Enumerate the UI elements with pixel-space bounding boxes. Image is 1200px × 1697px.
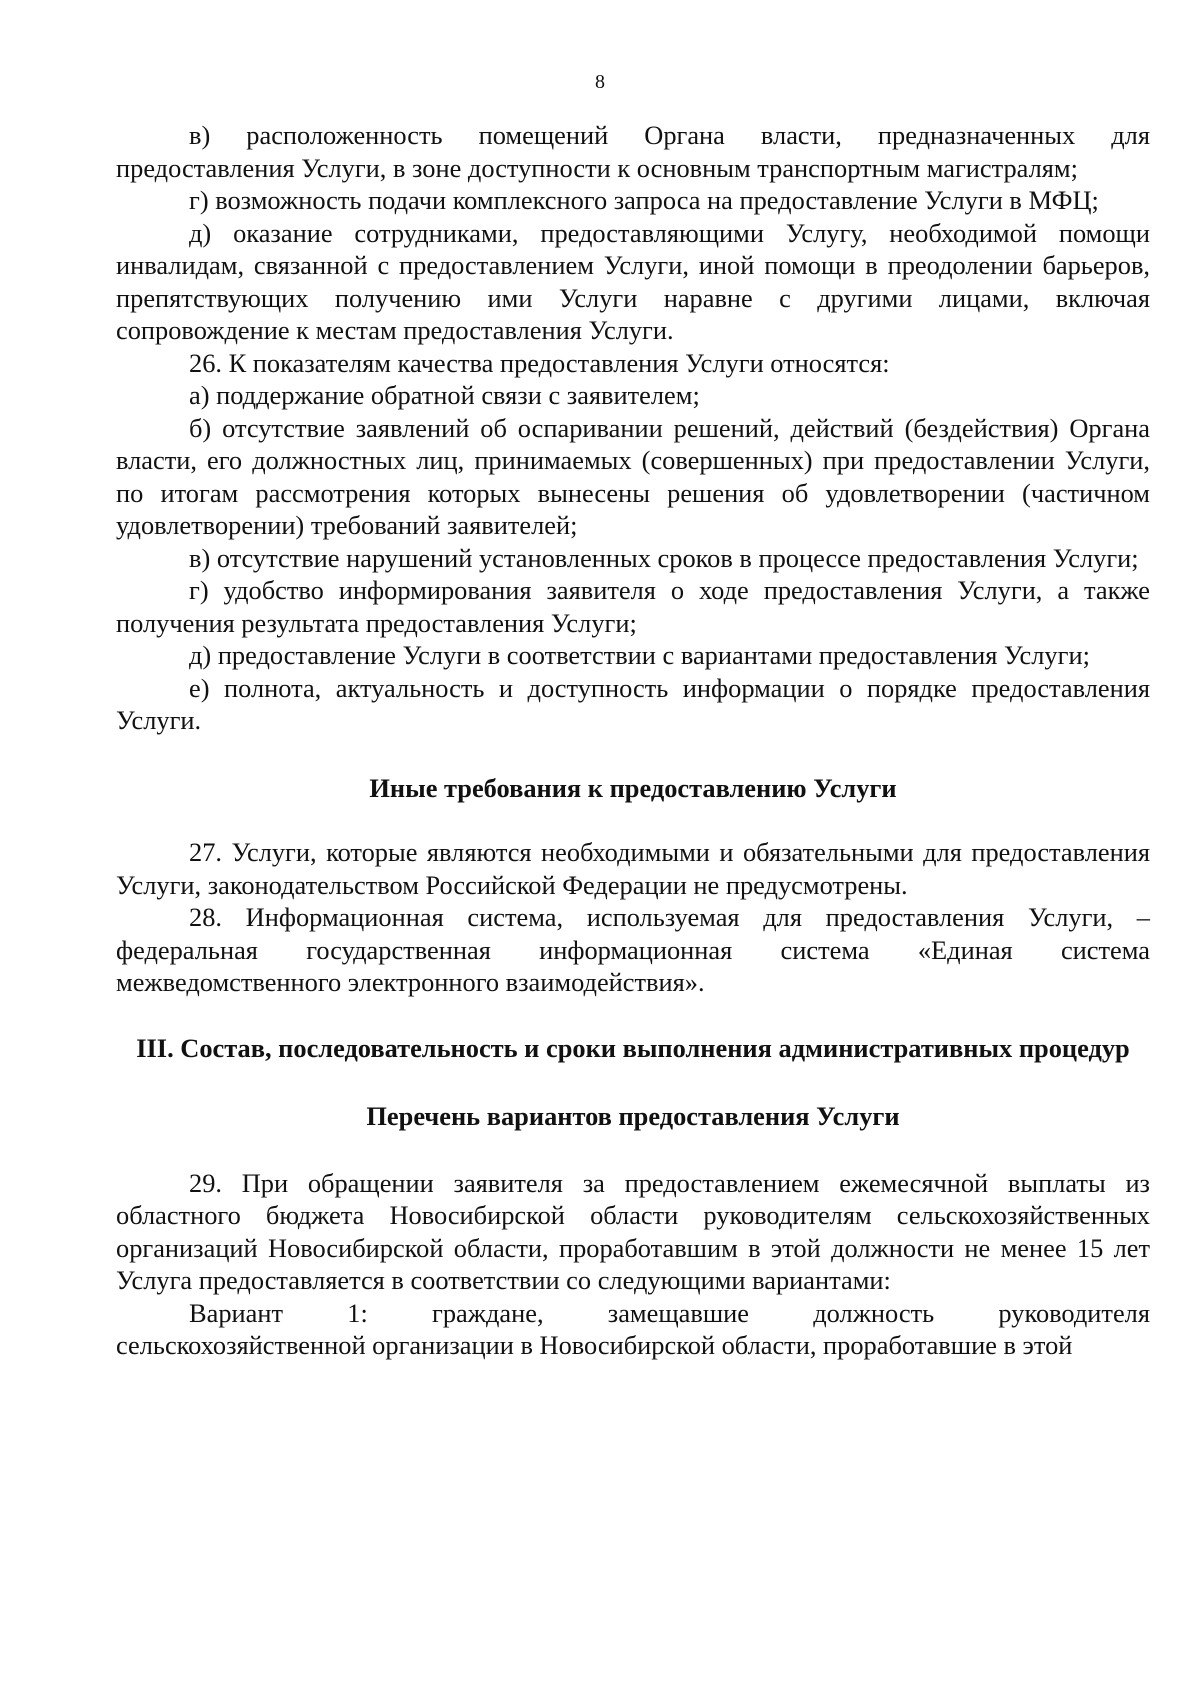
paragraph-26-b: б) отсутствие заявлений об оспаривании решений, действий (бездействия) Органа власти, его должностных лиц, принимаемых (совершенных) при предоставлении Услуги, по итогам рассмотрения которых вынесены решения об удовлетворении (частичном удовлетворении) требований заявителей; bbox=[116, 412, 1150, 540]
paragraph-27: 27. Услуги, которые являются необходимыми и обязательными для предоставления Услуги, законодательством Российской Федерации не предусмотрены. bbox=[116, 837, 1150, 900]
paragraph-25-v: в) расположенность помещений Органа власти, предназначенных для предоставления Услуги, в зоне доступности к основным транспортным магистралям; bbox=[116, 120, 1150, 183]
variant-word: Вариант bbox=[189, 1297, 284, 1328]
paragraph-28: 28. Информационная система, используемая для предоставления Услуги, – федеральная государственная информационная система «Единая система межведомственного электронного взаимодействия». bbox=[116, 902, 1150, 997]
paragraph-26-d: д) предоставление Услуги в соответствии с вариантами предоставления Услуги; bbox=[189, 640, 1090, 670]
document-body bbox=[116, 119, 1150, 1362]
paragraph-26-g: г) удобство информирования заявителя о ходе предоставления Услуги, а также получения результата предоставления Услуги; bbox=[116, 575, 1150, 638]
paragraph-26-e: е) полнота, актуальность и доступность информации о порядке предоставления Услуги. bbox=[116, 672, 1150, 735]
variant-word: замещавшие bbox=[607, 1297, 750, 1328]
variant-1-continuation: сельскохозяйственной организации в Новосибирской области, проработавшие в этой bbox=[116, 1330, 1073, 1360]
variant-1-line bbox=[116, 1297, 1150, 1330]
heading-other-requirements: Иные требования к предоставлению Услуги bbox=[369, 772, 897, 803]
paragraph-25-g: г) возможность подачи комплексного запроса на предоставление Услуги в МФЦ; bbox=[189, 185, 1099, 215]
paragraph-29: 29. При обращении заявителя за предоставлением ежемесячной выплаты из областного бюджета Новосибирской области руководителям сельскохозяйственных организаций Новосибирской области, проработавшим в этой должности не менее 15 лет Услуга предоставляется в соответствии со следующими вариантами: bbox=[116, 1167, 1150, 1295]
paragraph-26-v: в) отсутствие нарушений установленных сроков в процессе предоставления Услуги; bbox=[189, 542, 1139, 573]
paragraph-25-d: д) оказание сотрудниками, предоставляющими Услугу, необходимой помощи инвалидам, связанной с предоставлением Услуги, иной помощи в преодолении барьеров, препятствующих получению ими Услуги наравне с другими лицами, включая сопровождение к местам предоставления Услуги. bbox=[116, 217, 1150, 345]
heading-variants-list: Перечень вариантов предоставления Услуги bbox=[366, 1101, 900, 1131]
paragraph-26-a: а) поддержание обратной связи с заявителем; bbox=[189, 380, 700, 410]
variant-word: 1: bbox=[347, 1297, 368, 1328]
paragraph-26: 26. К показателям качества предоставления Услуги относятся: bbox=[189, 347, 890, 378]
variant-word: должность bbox=[813, 1297, 935, 1328]
page-number: 8 bbox=[595, 71, 605, 93]
variant-word: руководителя bbox=[998, 1297, 1150, 1328]
variant-word: граждане, bbox=[432, 1297, 544, 1328]
heading-section-3: III. Состав, последовательность и сроки выполнения административных процедур bbox=[136, 1032, 1130, 1063]
